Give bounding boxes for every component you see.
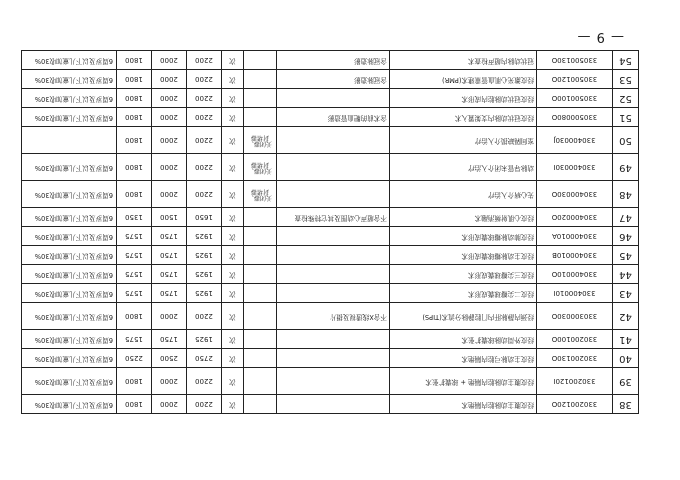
remarks: 6周岁及以下儿童加收30% xyxy=(22,70,117,89)
remarks: 6周岁及以下儿童加收30% xyxy=(22,246,117,265)
item-content xyxy=(277,395,390,414)
excluded-items xyxy=(244,51,277,70)
pricing-unit: 次 xyxy=(222,246,244,265)
excluded-items xyxy=(244,227,277,246)
row-number: 39 xyxy=(613,368,639,395)
price-level-2: 1750 xyxy=(152,227,187,246)
price-level-3: 1800 xyxy=(117,154,152,181)
price-level-2: 1750 xyxy=(152,330,187,349)
table-body xyxy=(22,51,639,414)
price-level-3: 1800 xyxy=(117,368,152,395)
item-code: 330500080O xyxy=(537,108,613,127)
pricing-unit: 次 xyxy=(222,349,244,368)
item-name: 经皮主动脉瓣球囊成形术 xyxy=(390,246,537,265)
item-name: 经皮三尖瓣球囊成形术 xyxy=(390,265,537,284)
remarks: 6周岁及以下儿童加收30% xyxy=(22,51,117,70)
pricing-unit: 次 xyxy=(222,208,244,227)
item-code: 330400020O xyxy=(537,208,613,227)
price-level-1: 2200 xyxy=(187,368,222,395)
item-name: 经皮心肌射频消融术 xyxy=(390,208,537,227)
pricing-unit: 次 xyxy=(222,127,244,154)
pricing-unit: 次 xyxy=(222,181,244,208)
price-level-1: 1925 xyxy=(187,284,222,303)
price-level-2: 2000 xyxy=(152,395,187,414)
item-content xyxy=(277,127,390,154)
row-number: 51 xyxy=(613,108,639,127)
item-code: 330500130O xyxy=(537,51,613,70)
price-level-2: 2000 xyxy=(152,51,187,70)
excluded-items xyxy=(244,108,277,127)
table-row xyxy=(22,246,639,265)
price-level-2: 1750 xyxy=(152,265,187,284)
item-code: 330400030J xyxy=(537,127,613,154)
pricing-unit: 次 xyxy=(222,108,244,127)
item-content xyxy=(277,181,390,208)
price-level-3: 1575 xyxy=(117,330,152,349)
item-content: 含术前的靶血管造影 xyxy=(277,108,390,127)
item-name: 经皮二尖瓣球囊成形术 xyxy=(390,284,537,303)
excluded-items xyxy=(244,330,277,349)
item-code: 330500120O xyxy=(537,70,613,89)
table-row xyxy=(22,395,639,414)
pricing-unit: 次 xyxy=(222,227,244,246)
price-level-2: 1500 xyxy=(152,208,187,227)
table-row xyxy=(22,108,639,127)
excluded-items xyxy=(244,70,277,89)
price-level-1: 1925 xyxy=(187,246,222,265)
price-level-3: 1575 xyxy=(117,246,152,265)
table-row xyxy=(22,303,639,330)
item-code: 330200120O xyxy=(537,395,613,414)
item-content: 含冠脉造影 xyxy=(277,70,390,89)
remarks: 6周岁及以下儿童加收30% xyxy=(22,265,117,284)
price-level-3: 1800 xyxy=(117,127,152,154)
price-level-3: 1800 xyxy=(117,51,152,70)
price-level-1: 2200 xyxy=(187,51,222,70)
item-code: 330400010A xyxy=(537,227,613,246)
remarks: 6周岁及以下儿童加收30% xyxy=(22,208,117,227)
item-code: 330200120I xyxy=(537,368,613,395)
price-level-1: 2200 xyxy=(187,127,222,154)
item-name: 经颈内静脉肝内门腔静脉分流术(TIPS) xyxy=(390,303,537,330)
excluded-items xyxy=(244,265,277,284)
excluded-items: 关闭器、封堵器 xyxy=(244,154,277,181)
row-number: 49 xyxy=(613,154,639,181)
price-level-3: 1800 xyxy=(117,108,152,127)
price-level-3: 1800 xyxy=(117,70,152,89)
table-row xyxy=(22,208,639,227)
item-name: 动脉导管未闭介入治疗 xyxy=(390,154,537,181)
pricing-unit: 次 xyxy=(222,368,244,395)
item-name: 经皮冠状动脉腔内成形术 xyxy=(390,89,537,108)
pricing-unit: 次 xyxy=(222,265,244,284)
excluded-items xyxy=(244,284,277,303)
price-level-2: 2500 xyxy=(152,349,187,368)
page-number: — 9 — xyxy=(576,29,624,44)
price-level-1: 2750 xyxy=(187,349,222,368)
row-number: 41 xyxy=(613,330,639,349)
price-level-2: 2000 xyxy=(152,303,187,330)
price-level-2: 2000 xyxy=(152,89,187,108)
item-content xyxy=(277,89,390,108)
row-number: 42 xyxy=(613,303,639,330)
row-number: 45 xyxy=(613,246,639,265)
table-row xyxy=(22,227,639,246)
row-number: 43 xyxy=(613,284,639,303)
price-level-2: 1750 xyxy=(152,246,187,265)
remarks: 6周岁及以下儿童加收30% xyxy=(22,349,117,368)
row-number: 38 xyxy=(613,395,639,414)
price-level-2: 2000 xyxy=(152,181,187,208)
pricing-unit: 次 xyxy=(222,154,244,181)
excluded-items xyxy=(244,303,277,330)
table-row xyxy=(22,284,639,303)
pricing-unit: 次 xyxy=(222,303,244,330)
table-row xyxy=(22,89,639,108)
table-row xyxy=(22,181,639,208)
row-number: 46 xyxy=(613,227,639,246)
row-number: 53 xyxy=(613,70,639,89)
table-row xyxy=(22,127,639,154)
table-row xyxy=(22,70,639,89)
excluded-items: 关闭器、封堵器 xyxy=(244,127,277,154)
row-number: 54 xyxy=(613,51,639,70)
remarks: 6周岁及以下儿童加收30% xyxy=(22,154,117,181)
item-name: 经皮外周动脉球囊扩张术 xyxy=(390,330,537,349)
remarks xyxy=(22,127,117,154)
row-number: 44 xyxy=(613,265,639,284)
excluded-items: 关闭器、封堵器 xyxy=(244,181,277,208)
remarks: 6周岁及以下儿童加收30% xyxy=(22,303,117,330)
price-level-2: 2000 xyxy=(152,127,187,154)
price-level-1: 2200 xyxy=(187,108,222,127)
pricing-unit: 次 xyxy=(222,89,244,108)
remarks: 6周岁及以下儿童加收30% xyxy=(22,89,117,108)
pricing-unit: 次 xyxy=(222,330,244,349)
table-row xyxy=(22,265,639,284)
remarks: 6周岁及以下儿童加收30% xyxy=(22,395,117,414)
price-level-2: 2000 xyxy=(152,368,187,395)
price-level-2: 1750 xyxy=(152,284,187,303)
price-level-1: 1650 xyxy=(187,208,222,227)
remarks: 6周岁及以下儿童加收30% xyxy=(22,330,117,349)
excluded-items xyxy=(244,89,277,108)
price-level-3: 1350 xyxy=(117,208,152,227)
item-content xyxy=(277,349,390,368)
remarks: 6周岁及以下儿童加收30% xyxy=(22,284,117,303)
table-row xyxy=(22,349,639,368)
item-name: 冠状动脉内超声检查术 xyxy=(390,51,537,70)
price-level-1: 2200 xyxy=(187,70,222,89)
item-content: 不含X线透视及摄片 xyxy=(277,303,390,330)
pricing-unit: 次 xyxy=(222,51,244,70)
price-level-3: 1575 xyxy=(117,284,152,303)
pricing-unit: 次 xyxy=(222,395,244,414)
price-level-1: 2200 xyxy=(187,395,222,414)
excluded-items xyxy=(244,349,277,368)
item-name: 经皮腹主动脉腔内隔绝 + 球囊扩张术 xyxy=(390,368,537,395)
item-name: 经皮腹主动脉腔内隔绝术 xyxy=(390,395,537,414)
price-level-3: 2250 xyxy=(117,349,152,368)
item-name: 先心病介入治疗 xyxy=(390,181,537,208)
excluded-items xyxy=(244,368,277,395)
price-level-1: 2200 xyxy=(187,154,222,181)
item-content xyxy=(277,265,390,284)
price-level-3: 1575 xyxy=(117,227,152,246)
item-name: 室间隔缺损介入治疗 xyxy=(390,127,537,154)
pricing-unit: 次 xyxy=(222,70,244,89)
table-row xyxy=(22,51,639,70)
row-number: 50 xyxy=(613,127,639,154)
price-level-1: 2200 xyxy=(187,303,222,330)
table-row xyxy=(22,330,639,349)
price-level-1: 2200 xyxy=(187,89,222,108)
price-level-2: 2000 xyxy=(152,70,187,89)
pricing-unit: 次 xyxy=(222,284,244,303)
row-number: 47 xyxy=(613,208,639,227)
item-code: 330400030O xyxy=(537,181,613,208)
item-code: 330300030O xyxy=(537,303,613,330)
item-content xyxy=(277,368,390,395)
price-level-1: 2200 xyxy=(187,181,222,208)
row-number: 40 xyxy=(613,349,639,368)
item-content xyxy=(277,330,390,349)
item-name: 经皮肺动脉瓣球囊成形术 xyxy=(390,227,537,246)
excluded-items xyxy=(244,395,277,414)
price-level-1: 1925 xyxy=(187,227,222,246)
price-level-2: 2000 xyxy=(152,154,187,181)
price-level-3: 1575 xyxy=(117,265,152,284)
item-code: 330400010O xyxy=(537,265,613,284)
item-code: 330200130O xyxy=(537,349,613,368)
item-name: 经皮主动脉弓腔内隔绝术 xyxy=(390,349,537,368)
row-number: 52 xyxy=(613,89,639,108)
remarks: 6周岁及以下儿童加收30% xyxy=(22,227,117,246)
item-code: 330500100O xyxy=(537,89,613,108)
item-content xyxy=(277,154,390,181)
price-level-1: 1925 xyxy=(187,265,222,284)
item-code: 330400010I xyxy=(537,284,613,303)
item-content: 含冠脉造影 xyxy=(277,51,390,70)
price-level-3: 1800 xyxy=(117,395,152,414)
item-content xyxy=(277,227,390,246)
table-row xyxy=(22,154,639,181)
item-name: 经皮冠状动脉内支架置入术 xyxy=(390,108,537,127)
item-code: 330400030I xyxy=(537,154,613,181)
price-level-1: 1925 xyxy=(187,330,222,349)
row-number: 48 xyxy=(613,181,639,208)
price-level-3: 1800 xyxy=(117,89,152,108)
excluded-items xyxy=(244,246,277,265)
item-code: 330200100O xyxy=(537,330,613,349)
item-content xyxy=(277,246,390,265)
item-name: 经皮激光心肌血管重建术(PMR) xyxy=(390,70,537,89)
remarks: 6周岁及以下儿童加收30% xyxy=(22,108,117,127)
table-row xyxy=(22,368,639,395)
item-code: 330400010B xyxy=(537,246,613,265)
excluded-items xyxy=(244,208,277,227)
price-level-3: 1800 xyxy=(117,303,152,330)
item-content xyxy=(277,284,390,303)
item-content: 不含超声心动图及其它特殊检查 xyxy=(277,208,390,227)
price-level-3: 1800 xyxy=(117,181,152,208)
price-level-2: 2000 xyxy=(152,108,187,127)
remarks: 6周岁及以下儿童加收30% xyxy=(22,181,117,208)
remarks: 6周岁及以下儿童加收30% xyxy=(22,368,117,395)
fee-table xyxy=(21,50,639,414)
